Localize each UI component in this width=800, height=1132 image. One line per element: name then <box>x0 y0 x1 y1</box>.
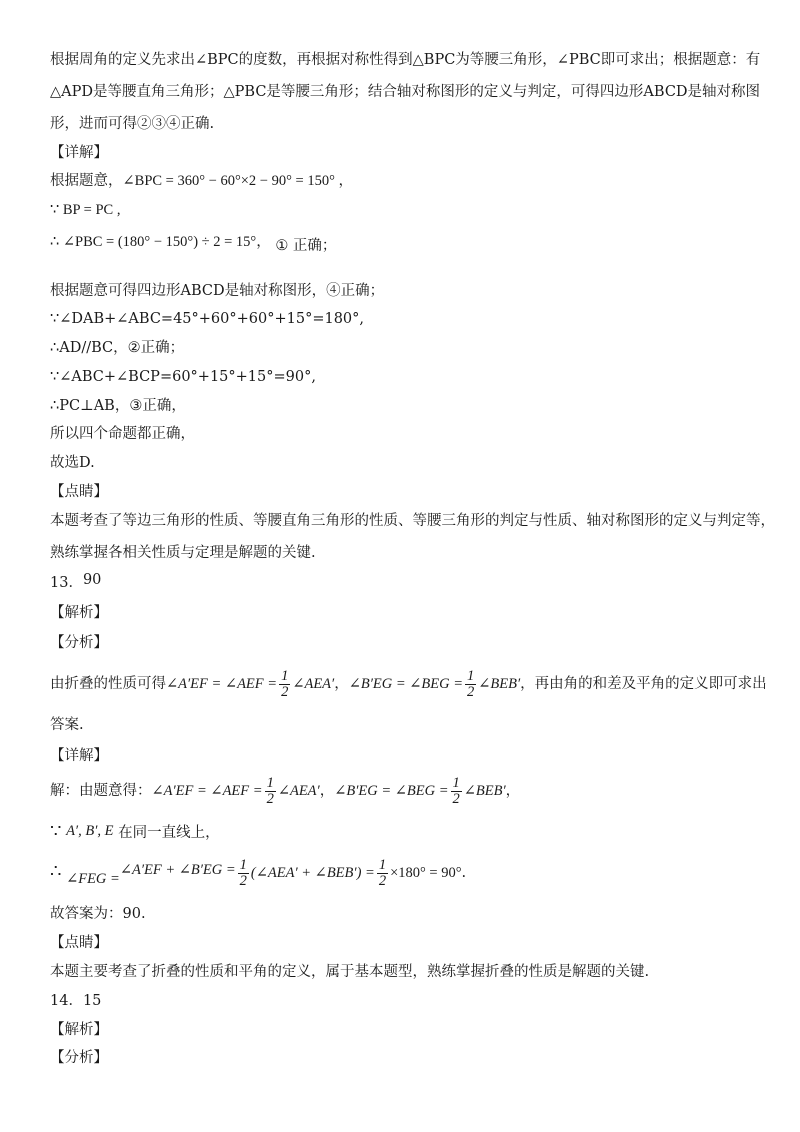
collinear-text: 在同一直线上， <box>118 825 220 841</box>
separator: ， <box>505 783 521 799</box>
detail-prefix: 解：由题意得： <box>50 783 152 799</box>
analysis-13-line-1 <box>50 664 767 704</box>
fraction-numerator: 1 <box>281 667 289 684</box>
one-half-fraction <box>238 858 249 889</box>
fold-equation-1: ∠A′EF = ∠AEF = <box>166 676 278 692</box>
period: . <box>461 865 467 881</box>
therefore-symbol: ∴ <box>50 861 62 882</box>
detail-12-line-1 <box>50 171 353 191</box>
jiexi-14-heading: 【解析】 <box>50 1022 108 1038</box>
fenxi-heading: 【分析】 <box>50 635 108 651</box>
statement-1-correct: ① 正确； <box>275 238 337 254</box>
question-14-header: 14．15 <box>50 993 102 1009</box>
comment-12-line-1: 本题考查了等边三角形的性质、等腰直角三角形的性质、等腰三角形的判定与性质、轴对称图形的定义与判定等， <box>50 513 775 529</box>
angle-aea: ∠AEA′ <box>292 676 335 692</box>
jiexi-heading: 【解析】 <box>50 605 108 621</box>
result-90: ×180° = 90° <box>390 865 462 881</box>
one-half-fraction <box>377 858 388 889</box>
comment-13-text: 本题主要考查了折叠的性质和平角的定义，属于基本题型，熟练掌握折叠的性质是解题的关键. <box>50 964 650 980</box>
detail-12-line-7: ∵∠ABC+∠BCP=60°+15°+15°=90°, <box>50 369 316 385</box>
analysis-12-line-2: △APD是等腰直角三角形；△PBC是等腰三角形；结合轴对称图形的定义与判定，可得四边形ABCD是轴对称图 <box>50 84 761 100</box>
detail-12-line-3 <box>50 232 336 252</box>
separator: ， <box>334 676 349 692</box>
fold-equation-2: ∠B′EG = ∠BEG = <box>334 783 449 799</box>
fenxi-14-heading: 【分析】 <box>50 1050 108 1066</box>
one-half-fraction <box>451 776 462 807</box>
separator: ， <box>319 783 335 799</box>
fraction-denominator: 2 <box>281 683 289 700</box>
one-half-fraction <box>465 669 476 700</box>
fold-equation-1: ∠A′EF = ∠AEF = <box>151 783 263 799</box>
angle-aea: ∠AEA′ <box>277 783 320 799</box>
fraction-numerator: 1 <box>452 774 460 791</box>
detail-12-line-4: 根据题意可得四边形ABCD是轴对称图形，④正确； <box>50 283 385 299</box>
pbc-computation: ∴ ∠PBC = (180° − 150°) ÷ 2 = 15°， <box>50 234 271 250</box>
fraction-numerator: 1 <box>239 856 247 873</box>
detail-heading: 【详解】 <box>50 145 108 161</box>
fraction-numerator: 1 <box>467 667 475 684</box>
bp-equals-pc: ∵ BP = PC , <box>50 202 121 218</box>
fraction-denominator: 2 <box>467 683 475 700</box>
detail-12-line-2 <box>50 200 120 220</box>
one-half-fraction <box>279 669 290 700</box>
collinear-points: A′, B′, E <box>66 823 114 839</box>
analysis-13-line-2: 答案. <box>50 717 84 733</box>
answer-value: 90 <box>82 572 102 588</box>
angle-beb: ∠BEB′ <box>463 783 506 799</box>
angle-paren-sum: (∠AEA′ + ∠BEB′) = <box>250 865 375 881</box>
analysis-prefix: 由折叠的性质可得 <box>50 676 166 692</box>
question-number: 13． <box>50 575 83 591</box>
angle-beb: ∠BEB′ <box>478 676 521 692</box>
fraction-numerator: 1 <box>266 774 274 791</box>
comment-13-heading: 【点睛】 <box>50 935 108 951</box>
detail-12-line-10: 故选D. <box>50 455 95 471</box>
detail-12-line-5: ∵∠DAB+∠ABC=45°+60°+60°+15°=180°, <box>50 311 365 327</box>
detail-13-line-1 <box>50 771 520 811</box>
detail-12-line-6: ∴AD//BC，②正确； <box>50 340 185 356</box>
final-answer: 故答案为：90. <box>50 906 146 922</box>
angle-feg: ∠FEG = <box>66 871 120 887</box>
fold-equation-2: ∠B′EG = ∠BEG = <box>348 676 464 692</box>
bpc-computation: 根据题意，∠BPC = 360° − 60°×2 − 90° = 150° ， <box>50 173 354 189</box>
fraction-denominator: 2 <box>378 872 387 889</box>
fraction-denominator: 2 <box>266 790 274 807</box>
fraction-denominator: 2 <box>452 790 460 807</box>
analysis-suffix: ，再由角的和差及平角的定义即可求出 <box>520 676 767 692</box>
detail-13-heading: 【详解】 <box>50 748 108 764</box>
comment-12-line-2: 熟练掌握各相关性质与定理是解题的关键. <box>50 545 316 561</box>
analysis-12-line-3: 形，进而可得②③④正确. <box>50 116 215 132</box>
detail-12-line-8: ∴PC⊥AB，③正确， <box>50 398 186 414</box>
detail-13-line-3 <box>50 852 466 892</box>
analysis-12-line-1: 根据周角的定义先求出∠BPC的度数，再根据对称性得到△BPC为等腰三角形，∠PBC即可求出；根据题意：有 <box>50 52 761 68</box>
fraction-denominator: 2 <box>239 872 247 889</box>
detail-12-line-9: 所以四个命题都正确， <box>50 426 195 442</box>
fraction-numerator: 1 <box>378 856 387 873</box>
question-13-header <box>50 573 101 593</box>
comment-heading: 【点睛】 <box>50 484 108 500</box>
one-half-fraction <box>265 776 276 807</box>
angle-sum: ∠A′EF + ∠B′EG = <box>119 862 236 878</box>
because-symbol: ∵ <box>50 821 62 842</box>
detail-13-line-2 <box>50 822 220 843</box>
